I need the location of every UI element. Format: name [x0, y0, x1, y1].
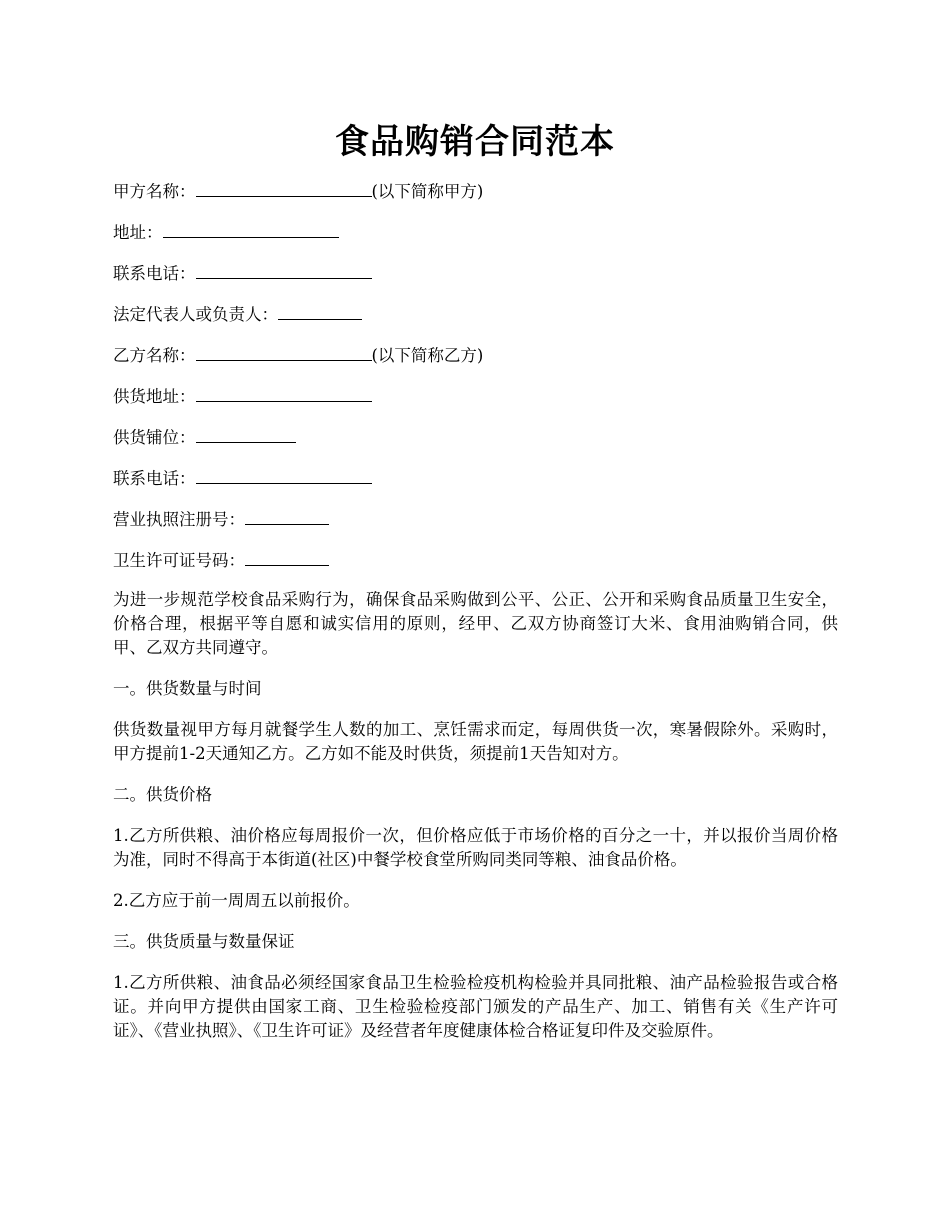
field-party-a-phone — [113, 260, 838, 284]
section-heading: 二。供货价格 — [113, 785, 212, 804]
section-paragraph: 1.乙方所供粮、油食品必须经国家食品卫生检验检疫机构检验并具同批粮、油产品检验报告或合格证。并向甲方提供由国家工商、卫生检验检疫部门颁发的产品生产、加工、销售有关《生产许可证》、《营业执照》、《卫生许可证》及经营者年度健康体检合格证复印件及交验原件。 — [113, 973, 838, 1040]
field-label: 乙方名称： — [113, 346, 196, 365]
field-address — [113, 219, 838, 243]
fill-in-blank — [245, 506, 329, 525]
field-party-b-name — [113, 342, 838, 366]
field-party-a-name — [113, 178, 838, 202]
fill-in-blank — [163, 219, 339, 238]
field-label: 法定代表人或负责人： — [113, 305, 278, 324]
fill-in-blank — [196, 383, 372, 402]
fill-in-blank — [196, 465, 372, 484]
fill-in-blank — [278, 301, 362, 320]
section-paragraph: 供货数量视甲方每月就餐学生人数的加工、烹饪需求而定，每周供货一次，寒暑假除外。采购时，甲方提前1-2天通知乙方。乙方如不能及时供货，须提前1天告知对方。 — [113, 720, 838, 763]
field-label: 供货铺位： — [113, 428, 196, 447]
field-label: 供货地址： — [113, 387, 196, 406]
fill-in-blank — [196, 260, 372, 279]
fill-in-blank — [196, 178, 372, 197]
fill-in-blank — [196, 342, 372, 361]
section-heading: 三。供货质量与数量保证 — [113, 932, 295, 951]
field-supply-address — [113, 383, 838, 407]
field-label: 甲方名称： — [113, 182, 196, 201]
field-label: 联系电话： — [113, 264, 196, 283]
field-label: 营业执照注册号： — [113, 510, 245, 529]
field-label: 地址： — [113, 223, 163, 242]
document-title: 食品购销合同范本 — [335, 122, 615, 162]
field-suffix: (以下简称乙方) — [371, 346, 484, 365]
section-paragraph: 1.乙方所供粮、油价格应每周报价一次，但价格应低于市场价格的百分之一十，并以报价当周价格为准，同时不得高于本街道(社区)中餐学校食堂所购同类同等粮、油食品价格。 — [113, 826, 838, 869]
document-body — [113, 178, 838, 1060]
field-suffix: (以下简称甲方) — [371, 182, 484, 201]
field-label: 卫生许可证号码： — [113, 551, 245, 570]
section-paragraph: 2.乙方应于前一周周五以前报价。 — [113, 891, 360, 910]
fill-in-blank — [196, 424, 296, 443]
field-label: 联系电话： — [113, 469, 196, 488]
field-legal-representative — [113, 301, 838, 325]
field-business-license — [113, 506, 838, 530]
field-health-permit — [113, 547, 838, 571]
fill-in-blank — [245, 547, 329, 566]
field-supply-stall — [113, 424, 838, 448]
intro-paragraph: 为进一步规范学校食品采购行为，确保食品采购做到公平、公正、公开和采购食品质量卫生安全，价格合理，根据平等自愿和诚实信用的原则，经甲、乙双方协商签订大米、食用油购销合同，供甲、乙双方共同遵守。 — [113, 590, 838, 657]
section-heading: 一。供货数量与时间 — [113, 679, 262, 698]
field-party-b-phone — [113, 465, 838, 489]
